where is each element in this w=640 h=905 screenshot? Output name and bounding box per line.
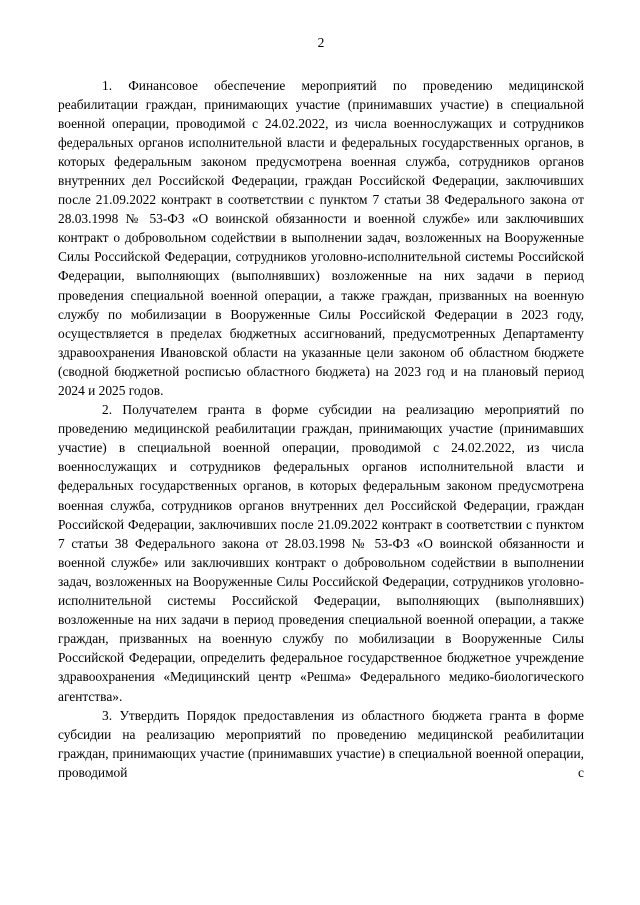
paragraph-1: 1. Финансовое обеспечение мероприятий по проведению медицинской реабилитации граждан, принимающих участие (принимавших участие) в специальной военной операции, проводимой с 24.02.2022, из числа военнослужащих и сотрудников федеральных органов исполнительной власти и федеральных государственных органов, в которых федеральным законом предусмотрена военная служба, сотрудников органов внутренних дел Российской Федерации, граждан Российской Федерации, заключивших после 21.09.2022 контракт в соответствии с пунктом 7 статьи 38 Федерального закона от 28.03.1998 № 53-ФЗ «О воинской обязанности и военной службе» или заключивших контракт о добровольном содействии в выполнении задач, возложенных на Вооруженные Силы Российской Федерации, сотрудников уголовно-исполнительной системы Российской Федерации, выполняющих (выполнявших) возложенные на них задачи в период проведения специальной военной операции, а также граждан, призванных на военную службу по мобилизации в Вооруженные Силы Российской Федерации в 2023 году, осуществляется в пределах бюджетных ассигнований, предусмотренных Департаменту здравоохранения Ивановской области на указанные цели законом об областном бюджете (сводной бюджетной росписью областного бюджета) на 2023 год и на плановый период 2024 и 2025 годов. xyxy=(58,77,584,398)
paragraph-2: 2. Получателем гранта в форме субсидии на реализацию мероприятий по проведению медицинской реабилитации граждан, принимающих участие (принимавших участие) в специальной военной операции, проводимой с 24.02.2022, из числа военнослужащих и сотрудников федеральных органов исполнительной власти и федеральных государственных органов, в которых федеральным законом предусмотрена военная служба, сотрудников органов внутренних дел Российской Федерации, граждан Российской Федерации, заключивших после 21.09.2022 контракт в соответствии с пунктом 7 статьи 38 Федерального закона от 28.03.1998 № 53-ФЗ «О воинской обязанности и военной службе» или заключивших контракт о добровольном содействии в выполнении задач, возложенных на Вооруженные Силы Российской Федерации, сотрудников уголовно-исполнительной системы Российской Федерации, выполняющих (выполнявших) возложенные на них задачи в период проведения специальной военной операции, а также граждан, призванных на военную службу по мобилизации в Вооруженные Силы Российской Федерации, определить федеральное государственное бюджетное учреждение здравоохранения «Медицинский центр «Решма» Федерального медико-биологического агентства». xyxy=(58,402,584,704)
paragraph-3: 3. Утвердить Порядок предоставления из областного бюджета гранта в форме субсидии на реализацию мероприятий по проведению медицинской реабилитации граждан, принимающих участие (принимавших участие) в специальной военной операции, проводимой с xyxy=(58,707,584,780)
document-body xyxy=(58,76,584,782)
page-number: 2 xyxy=(317,35,325,50)
